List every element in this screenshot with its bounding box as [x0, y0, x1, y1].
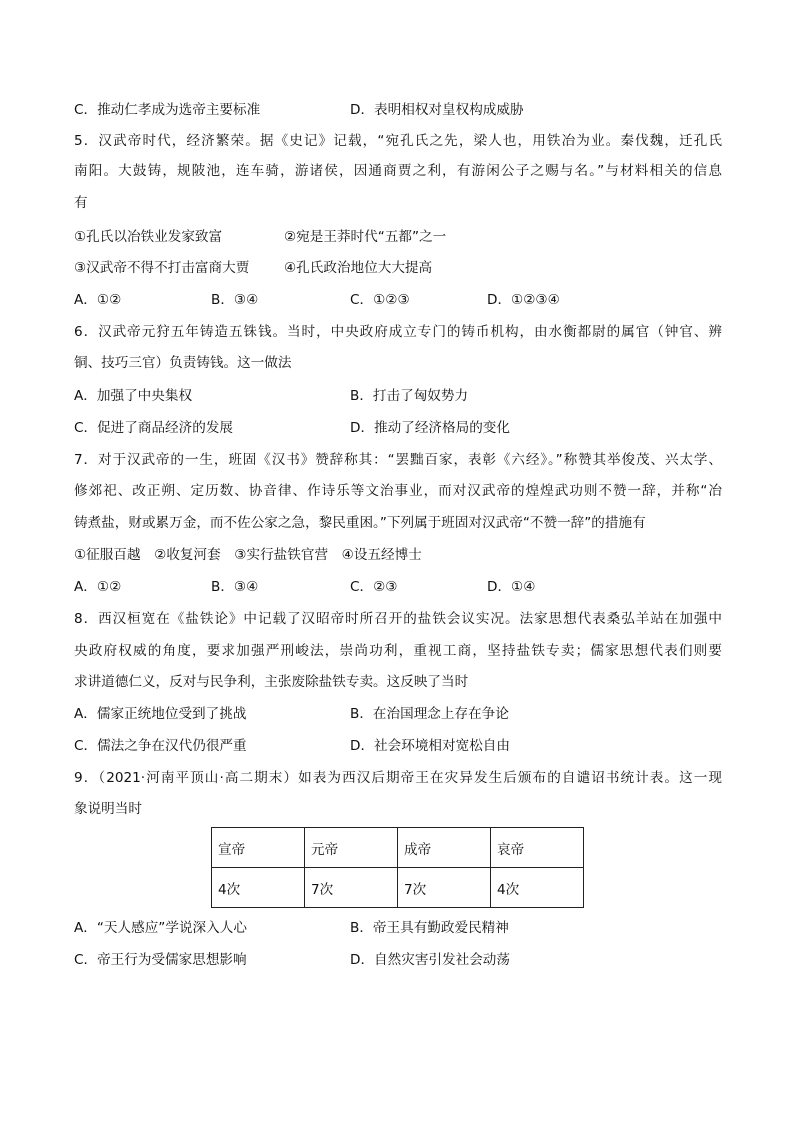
q7-stem-line: 铸煮盐，财或累万金，而不佐公家之急，黎民重困。”下列属于班固对汉武帝“不赞一辞”的措施有 [74, 515, 646, 531]
q7-items: ①征服百越 ②收复河套 ③实行盐铁官营 ④设五经博士 [74, 547, 422, 563]
q8-stem-line: 8．西汉桓宽在《盐铁论》中记载了汉昭帝时所召开的盐铁会议实况。法家思想代表桑弘羊站在加强中 [74, 611, 722, 627]
option-a: A．加强了中央集权 [74, 388, 193, 404]
table-cell: 7次 [398, 868, 491, 908]
table-cell: 宣帝 [212, 828, 305, 868]
q5-item: ①孔氏以冶铁业发家致富 [74, 229, 223, 245]
q9-stem-line: 象说明当时 [74, 801, 142, 817]
q8-stem-line: 央政府权威的角度，要求加强严刑峻法，崇尚功利，重视工商，坚持盐铁专卖；儒家思想代表们则要 [74, 643, 722, 659]
table-cell: 哀帝 [491, 828, 584, 868]
q5-item: ③汉武帝不得不打击富商大贾 [74, 260, 250, 276]
option-b: B．帝王具有勤政爱民精神 [350, 920, 509, 936]
q5-item: ②宛是王莽时代“五都”之一 [284, 229, 447, 245]
option-d: D．社会环境相对宽松自由 [350, 738, 510, 754]
table-cell: 元帝 [305, 828, 398, 868]
table-cell: 4次 [212, 868, 305, 908]
option-b: B．在治国理念上存在争论 [350, 706, 509, 722]
table-row [212, 868, 584, 908]
table-header-row [212, 828, 584, 868]
option-a: A．①② [74, 579, 122, 595]
edict-stats-table [211, 827, 584, 908]
option-c: C．②③ [350, 579, 398, 595]
option-c: C．推动仁孝成为选帝主要标准 [74, 102, 261, 118]
option-d: D．①④ [487, 579, 536, 595]
table-cell: 成帝 [398, 828, 491, 868]
q5-stem-line: 5．汉武帝时代，经济繁荣。据《史记》记载，“宛孔氏之先，梁人也，用铁冶为业。秦伐魏，迁孔氏 [74, 133, 722, 149]
option-c: C．帝王行为受儒家思想影响 [74, 952, 247, 968]
option-b: B．③④ [211, 579, 259, 595]
q6-stem-line: 铜、技巧三官）负责铸钱。这一做法 [74, 355, 292, 371]
option-d: D．自然灾害引发社会动荡 [350, 952, 510, 968]
q8-stem-line: 求讲道德仁义，反对与民争利，主张废除盐铁专卖。这反映了当时 [74, 674, 469, 690]
option-a: A．儒家正统地位受到了挑战 [74, 706, 247, 722]
option-c: C．儒法之争在汉代仍很严重 [74, 738, 247, 754]
q6-stem-line: 6．汉武帝元狩五年铸造五铢钱。当时，中央政府成立专门的铸币机构，由水衡都尉的属官（钟官、辨 [74, 324, 722, 340]
q7-stem-line: 修郊祀、改正朔、定历数、协音律、作诗乐等文治事业，而对汉武帝的煌煌武功则不赞一辞，并称“冶 [74, 483, 722, 499]
q9-stem-line: 9．（2021·河南平顶山·高二期末）如表为西汉后期帝王在灾异发生后颁布的自谴诏书统计表。这一现 [74, 770, 722, 786]
q5-stem-line: 南阳。大鼓铸，规陂池，连车骑，游诸侯，因通商贾之利，有游闲公子之赐与名。”与材料相关的信息 [74, 163, 722, 179]
option-c: C．①②③ [350, 292, 410, 308]
q5-stem-line: 有 [74, 195, 88, 211]
q5-item: ④孔氏政治地位大大提高 [284, 260, 433, 276]
option-d: D．推动了经济格局的变化 [350, 420, 510, 436]
q7-stem-line: 7．对于汉武帝的一生，班固《汉书》赞辞称其：“罢黜百家，表彰《六经》。”称赞其举俊茂、兴太学、 [74, 452, 722, 468]
option-b: B．打击了匈奴势力 [350, 388, 469, 404]
option-c: C．促进了商品经济的发展 [74, 420, 234, 436]
option-d: D．①②③④ [487, 292, 560, 308]
table-cell: 7次 [305, 868, 398, 908]
option-a: A．“天人感应”学说深入人心 [74, 920, 247, 936]
option-d: D．表明相权对皇权构成威胁 [350, 102, 524, 118]
option-a: A．①② [74, 292, 122, 308]
table-cell: 4次 [491, 868, 584, 908]
option-b: B．③④ [211, 292, 259, 308]
